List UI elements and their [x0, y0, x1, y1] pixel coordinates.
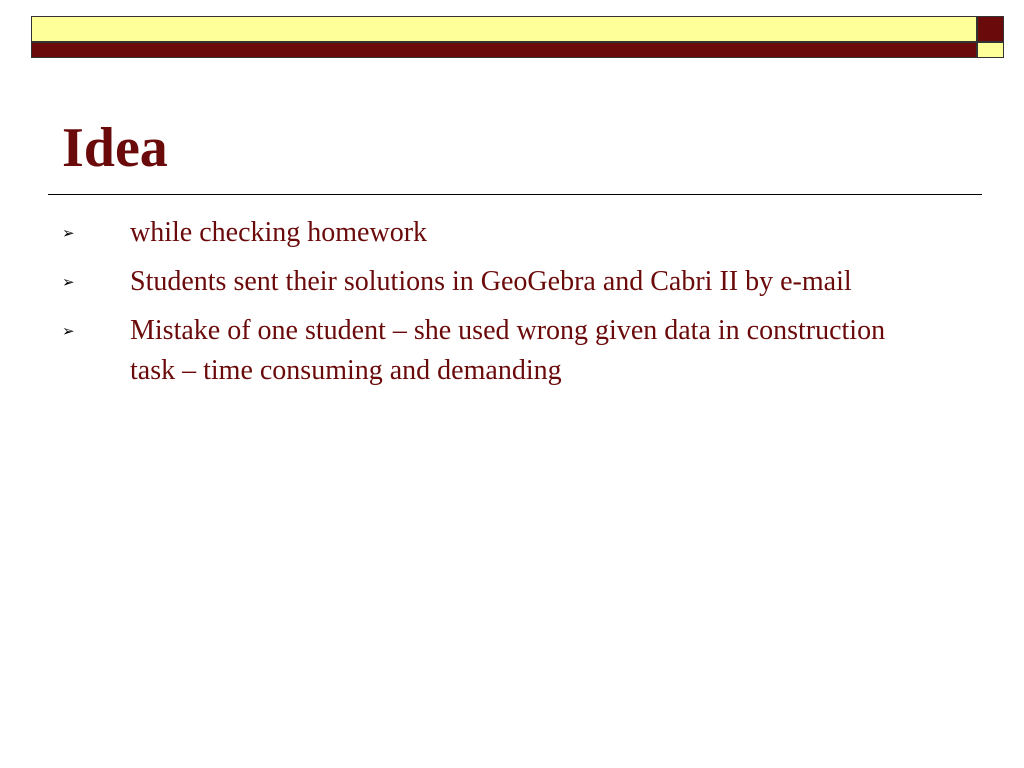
banner-corner-light-square	[977, 42, 1004, 58]
bullet-item	[62, 213, 892, 253]
banner-top-stripe	[31, 16, 977, 42]
title-divider	[48, 194, 982, 195]
arrow-bullet-icon: ➢	[62, 322, 75, 340]
banner-bottom-stripe	[31, 42, 977, 58]
arrow-bullet-icon: ➢	[62, 224, 75, 242]
arrow-bullet-icon: ➢	[62, 273, 75, 291]
bullet-text: while checking homework	[130, 217, 428, 248]
bullet-item	[62, 311, 892, 391]
bullet-text: Students sent their solutions in GeoGebra and Cabri II by e-mail	[130, 266, 852, 297]
bullet-list	[62, 213, 892, 400]
banner-corner-dark-square	[977, 16, 1004, 42]
bullet-text: Mistake of one student – she used wrong given data in construction task – time consuming and demanding	[130, 315, 886, 386]
slide-title: Idea	[62, 117, 168, 179]
bullet-item	[62, 262, 892, 302]
